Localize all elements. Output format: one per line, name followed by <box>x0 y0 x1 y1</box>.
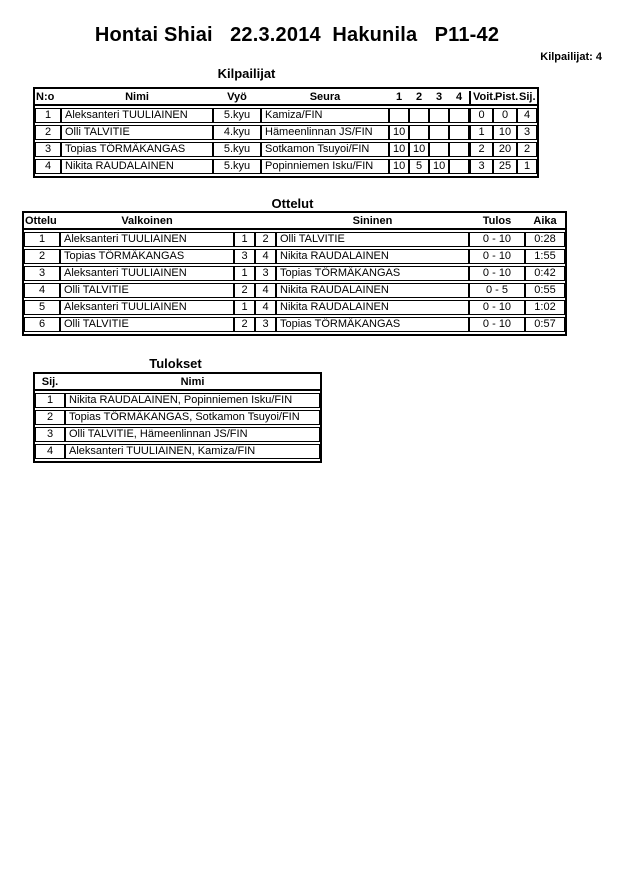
col-header-sininen: Sininen <box>276 215 469 230</box>
table-row <box>24 266 565 281</box>
competitor-club: Popinniemen Isku/FIN <box>261 159 389 174</box>
table-row <box>35 125 537 140</box>
white-player-no: 1 <box>234 232 255 247</box>
table-row <box>24 317 565 332</box>
table-row <box>24 249 565 264</box>
round-3-score <box>429 108 449 123</box>
final-name: Nikita RAUDALAINEN, Popinniemen Isku/FIN <box>65 393 320 408</box>
match-no: 4 <box>24 283 60 298</box>
match-no: 1 <box>24 232 60 247</box>
col-header-nimi: Nimi <box>65 376 320 391</box>
kilpailijat-section-heading: Kilpailijat <box>217 66 276 81</box>
col-header-round-2: 2 <box>409 91 429 106</box>
white-player-no: 1 <box>234 300 255 315</box>
competitor-place: 3 <box>517 125 537 140</box>
blue-player-no: 3 <box>255 266 276 281</box>
match-time: 0:55 <box>525 283 565 298</box>
blue-player: Nikita RAUDALAINEN <box>276 283 469 298</box>
competitor-name: Aleksanteri TUULIAINEN <box>61 108 213 123</box>
round-1-score: 10 <box>389 125 409 140</box>
final-name: Aleksanteri TUULIAINEN, Kamiza/FIN <box>65 444 320 459</box>
blue-player: Topias TÖRMÄKANGAS <box>276 266 469 281</box>
col-header-blue-no <box>255 215 276 230</box>
match-no: 3 <box>24 266 60 281</box>
round-3-score <box>429 125 449 140</box>
match-no: 5 <box>24 300 60 315</box>
round-2-score <box>409 108 429 123</box>
blue-player-no: 3 <box>255 317 276 332</box>
blue-player-no: 4 <box>255 300 276 315</box>
col-header-sij: Sij. <box>517 91 537 106</box>
competitor-place: 2 <box>517 142 537 157</box>
tulokset-section-heading: Tulokset <box>149 356 202 371</box>
match-time: 0:57 <box>525 317 565 332</box>
competitor-club: Sotkamon Tsuyoi/FIN <box>261 142 389 157</box>
competitor-place: 1 <box>517 159 537 174</box>
white-player-no: 1 <box>234 266 255 281</box>
match-time: 0:28 <box>525 232 565 247</box>
col-header-round-1: 1 <box>389 91 409 106</box>
final-place: 1 <box>35 393 65 408</box>
round-3-score <box>429 142 449 157</box>
competitor-name: Olli TALVITIE <box>61 125 213 140</box>
ottelut-header-row <box>24 215 565 230</box>
match-result: 0 - 10 <box>469 317 525 332</box>
round-3-score: 10 <box>429 159 449 174</box>
competitor-belt: 5.kyu <box>213 159 261 174</box>
competitor-no: 2 <box>35 125 61 140</box>
table-row <box>35 410 320 425</box>
competitor-wins: 0 <box>469 108 493 123</box>
competitor-belt: 4.kyu <box>213 125 261 140</box>
tulokset-header-row <box>35 376 320 391</box>
competitor-wins: 2 <box>469 142 493 157</box>
match-time: 0:42 <box>525 266 565 281</box>
match-result: 0 - 10 <box>469 300 525 315</box>
white-player: Aleksanteri TUULIAINEN <box>60 232 234 247</box>
competitor-count-label: Kilpailijat: 4 <box>540 51 602 63</box>
col-header-nimi: Nimi <box>61 91 213 106</box>
col-header-pist: Pist. <box>493 91 517 106</box>
competitor-no: 1 <box>35 108 61 123</box>
white-player-no: 3 <box>234 249 255 264</box>
white-player: Olli TALVITIE <box>60 283 234 298</box>
round-1-score <box>389 108 409 123</box>
competitor-no: 4 <box>35 159 61 174</box>
col-header-aika: Aika <box>525 215 565 230</box>
match-result: 0 - 10 <box>469 249 525 264</box>
round-4-score <box>449 142 469 157</box>
table-row <box>35 142 537 157</box>
white-player: Aleksanteri TUULIAINEN <box>60 266 234 281</box>
competitor-club: Hämeenlinnan JS/FIN <box>261 125 389 140</box>
white-player: Topias TÖRMÄKANGAS <box>60 249 234 264</box>
col-header-round-4: 4 <box>449 91 469 106</box>
table-row <box>35 159 537 174</box>
col-header-ottelu: Ottelu <box>24 215 60 230</box>
table-row <box>24 232 565 247</box>
competitor-belt: 5.kyu <box>213 108 261 123</box>
round-1-score: 10 <box>389 142 409 157</box>
table-row <box>35 108 537 123</box>
col-header-valkoinen: Valkoinen <box>60 215 234 230</box>
round-1-score: 10 <box>389 159 409 174</box>
kilpailijat-table <box>33 87 539 178</box>
table-row <box>35 444 320 459</box>
round-4-score <box>449 108 469 123</box>
match-result: 0 - 5 <box>469 283 525 298</box>
competitor-wins: 3 <box>469 159 493 174</box>
kilpailijat-header-row <box>35 91 537 106</box>
ottelut-section-heading: Ottelut <box>271 196 314 211</box>
table-row <box>24 300 565 315</box>
round-2-score: 10 <box>409 142 429 157</box>
competitor-points: 0 <box>493 108 517 123</box>
competitor-points: 20 <box>493 142 517 157</box>
col-header-sij: Sij. <box>35 376 65 391</box>
blue-player-no: 4 <box>255 283 276 298</box>
white-player: Olli TALVITIE <box>60 317 234 332</box>
blue-player: Nikita RAUDALAINEN <box>276 300 469 315</box>
col-header-white-no <box>234 215 255 230</box>
match-result: 0 - 10 <box>469 266 525 281</box>
col-header-round-3: 3 <box>429 91 449 106</box>
competitor-belt: 5.kyu <box>213 142 261 157</box>
table-row <box>35 427 320 442</box>
ottelut-table <box>22 211 567 336</box>
match-result: 0 - 10 <box>469 232 525 247</box>
table-row <box>24 283 565 298</box>
col-header-vyo: Vyö <box>213 91 261 106</box>
competitor-points: 25 <box>493 159 517 174</box>
final-place: 4 <box>35 444 65 459</box>
blue-player: Nikita RAUDALAINEN <box>276 249 469 264</box>
competitor-club: Kamiza/FIN <box>261 108 389 123</box>
blue-player-no: 2 <box>255 232 276 247</box>
competitor-no: 3 <box>35 142 61 157</box>
round-4-score <box>449 125 469 140</box>
blue-player-no: 4 <box>255 249 276 264</box>
final-name: Olli TALVITIE, Hämeenlinnan JS/FIN <box>65 427 320 442</box>
final-name: Topias TÖRMÄKANGAS, Sotkamon Tsuyoi/FIN <box>65 410 320 425</box>
final-place: 2 <box>35 410 65 425</box>
table-row <box>35 393 320 408</box>
competitor-name: Topias TÖRMÄKANGAS <box>61 142 213 157</box>
match-no: 2 <box>24 249 60 264</box>
competitor-place: 4 <box>517 108 537 123</box>
round-2-score: 5 <box>409 159 429 174</box>
white-player-no: 2 <box>234 283 255 298</box>
competitor-name: Nikita RAUDALAINEN <box>61 159 213 174</box>
competitor-points: 10 <box>493 125 517 140</box>
col-header-tulos: Tulos <box>469 215 525 230</box>
round-2-score <box>409 125 429 140</box>
round-4-score <box>449 159 469 174</box>
blue-player: Olli TALVITIE <box>276 232 469 247</box>
tulokset-table <box>33 372 322 463</box>
match-time: 1:02 <box>525 300 565 315</box>
white-player: Aleksanteri TUULIAINEN <box>60 300 234 315</box>
col-header-no: N:o <box>35 91 61 106</box>
document-title: Hontai Shiai 22.3.2014 Hakunila P11-42 <box>94 24 500 46</box>
competitor-wins: 1 <box>469 125 493 140</box>
final-place: 3 <box>35 427 65 442</box>
match-time: 1:55 <box>525 249 565 264</box>
white-player-no: 2 <box>234 317 255 332</box>
col-header-seura: Seura <box>261 91 389 106</box>
col-header-voit: Voit. <box>469 91 493 106</box>
blue-player: Topias TÖRMÄKANGAS <box>276 317 469 332</box>
match-no: 6 <box>24 317 60 332</box>
